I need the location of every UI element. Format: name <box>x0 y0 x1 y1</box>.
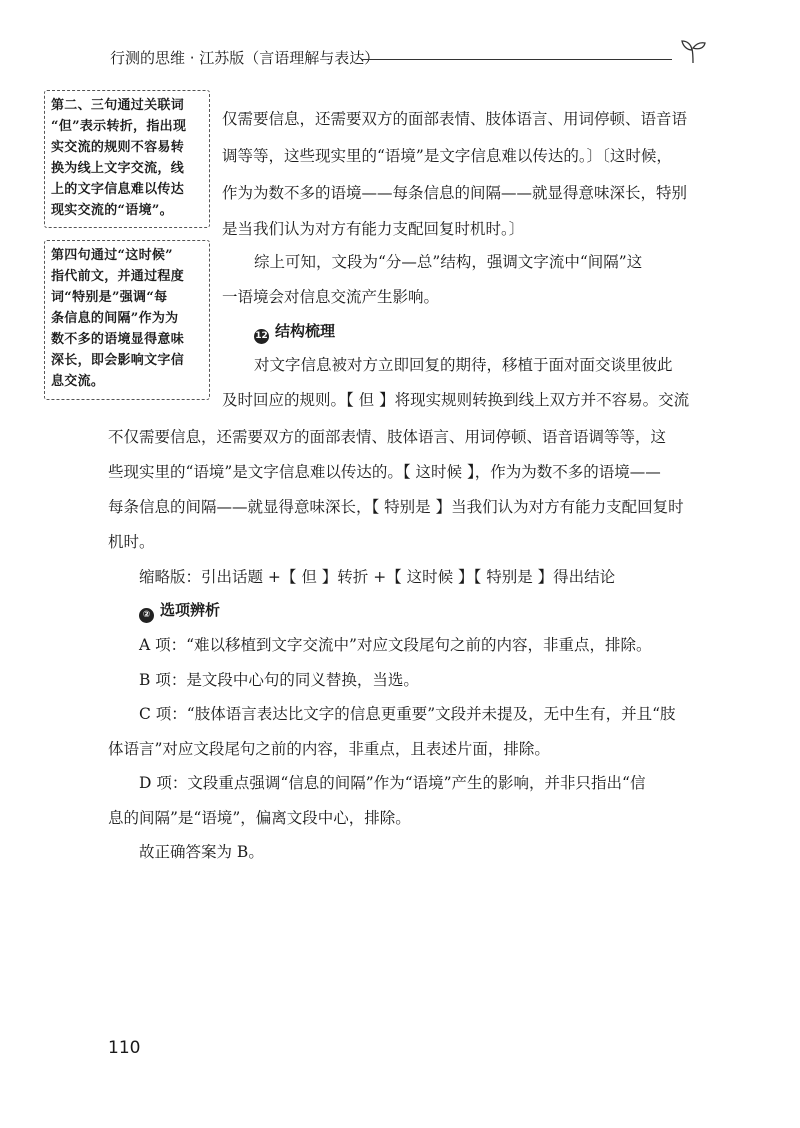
body-line: 作为为数不多的语境——每条信息的间隔——就显得意味深长，特别 <box>222 184 688 202</box>
note-line: 数不多的语境显得意味 <box>51 332 185 347</box>
body-line: 是当我们认为对方有能力支配回复时机时。〕 <box>222 220 525 238</box>
structure-line: 对文字信息被对方立即回复的期待，移植于面对面交谈里彼此 <box>254 356 673 374</box>
section-title: 结构梳理 <box>275 322 336 340</box>
section-heading-options <box>139 600 220 623</box>
option-c: C 项：“肢体语言表达比文字的信息更重要”文段并未提及，无中生有，并且“肢 <box>139 705 676 723</box>
structure-line: 不仅需要信息，还需要双方的面部表情、肢体语言、用词停顿、语音语调等等，这 <box>108 428 667 446</box>
section-title: 选项辨析 <box>160 601 221 619</box>
option-d-cont: 息的间隔”是“语境”，偏离文段中心，排除。 <box>108 809 411 827</box>
option-b: B 项：是文段中心句的同义替换，当选。 <box>139 671 419 689</box>
abbreviated-version: 缩略版：引出话题 +【 但 】转折 +【 这时候 】【 特别是 】得出结论 <box>139 568 616 586</box>
note-line: 息交流。 <box>51 374 105 389</box>
side-note-2 <box>44 240 210 400</box>
note-line: 现实交流的“语境”。 <box>51 203 173 218</box>
page-number: 110 <box>108 1038 141 1058</box>
body-line: 调等等，这些现实里的“语境”是文字信息难以传达的。〕〔这时候， <box>222 147 672 165</box>
note-line: 上的文字信息难以传达 <box>51 182 185 197</box>
body-line: 仅需要信息，还需要双方的面部表情、肢体语言、用词停顿、语音语 <box>222 110 688 128</box>
running-header <box>110 47 710 71</box>
note-line: 第四句通过“这时候” <box>51 248 173 263</box>
note-line: 指代前文，并通过程度 <box>51 269 185 284</box>
answer: 故正确答案为 B。 <box>139 843 264 861</box>
header-title: 行测的思维 · 江苏版（言语理解与表达） <box>110 49 380 67</box>
note-line: “但”表示转折，指出现 <box>51 119 187 134</box>
structure-line: 机时。 <box>108 533 155 551</box>
summary-line: 一语境会对信息交流产生影响。 <box>222 288 440 306</box>
structure-line: 及时回应的规则。【 但 】将现实规则转换到线上双方并不容易。交流 <box>222 391 690 409</box>
option-a: A 项：“难以移植到文字交流中”对应文段尾句之前的内容，非重点，排除。 <box>139 636 652 654</box>
option-c-cont: 体语言”对应文段尾句之前的内容，非重点，且表述片面，排除。 <box>108 740 550 758</box>
sprout-icon <box>676 33 710 67</box>
structure-line: 些现实里的“语境”是文字信息难以传达的。【 这时候 】，作为为数不多的语境—— <box>108 463 661 481</box>
note-line: 实交流的规则不容易转 <box>51 140 185 155</box>
structure-line: 每条信息的间隔——就显得意味深长，【 特别是 】当我们认为对方有能力支配回复时 <box>108 498 684 516</box>
section-number-icon: 12 <box>254 329 269 344</box>
section-heading-structure <box>254 321 335 344</box>
section-number-icon: ② <box>139 608 154 623</box>
summary-line: 综上可知，文段为“分—总”结构，强调文字流中“间隔”这 <box>254 253 643 271</box>
note-line: 条信息的间隔”作为为 <box>51 311 179 326</box>
note-line: 换为线上文字交流，线 <box>51 161 185 176</box>
header-rule <box>362 59 672 60</box>
option-d: D 项：文段重点强调“信息的间隔”作为“语境”产生的影响，并非只指出“信 <box>139 774 646 792</box>
note-line: 词“特别是”强调“每 <box>51 290 168 305</box>
note-line: 深长，即会影响文字信 <box>51 353 185 368</box>
side-note-1 <box>44 90 210 228</box>
note-line: 第二、三句通过关联词 <box>51 98 185 113</box>
